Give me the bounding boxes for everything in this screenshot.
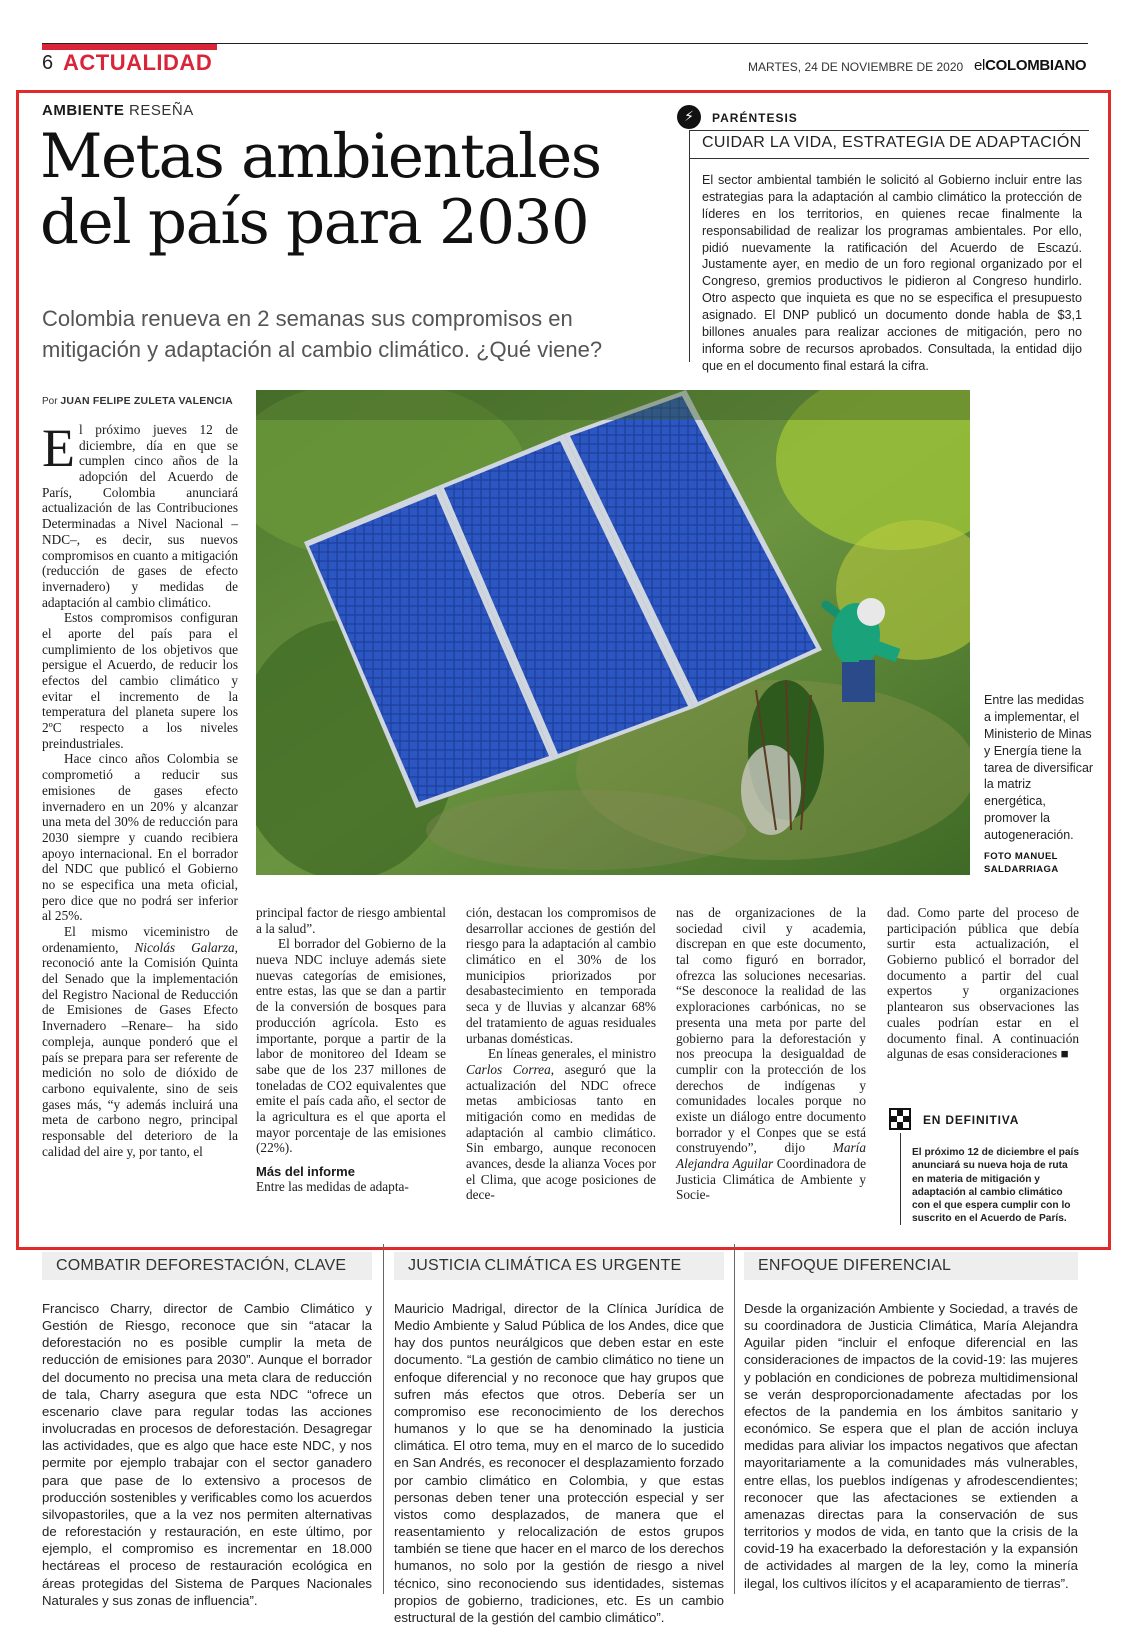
drop-cap: E <box>42 418 75 478</box>
logo-name: COLOMBIANO <box>985 57 1087 74</box>
kicker-sub: RESEÑA <box>129 102 194 119</box>
article-kicker <box>42 102 194 119</box>
parentesis-title: CUIDAR LA VIDA, ESTRATEGIA DE ADAPTACIÓN <box>702 134 1082 151</box>
paragraph <box>42 924 238 1159</box>
sidebar-text-justicia: Mauricio Madrigal, director de la Clínica Jurídica de Medio Ambiente y Salud Pública de los Andes, dice que hay dos puntos neurálgicos que deben estar en este documento. “La gestión de cambio climático no tiene un enfoque diferencial y no reconoce que hay grupos que sufren más efectos que otros. Debería ser un compromiso ese reconocimiento de los derechos humanos y lo que se ha denominado la justicia climática. El otro tema, muy en el marco de lo sucedido en San Andrés, es reconocer el desplazamiento forzado por cambio climático en Colombia, y que estas personas deben tener una protección especial y ser vistos como desplazados, de manera que el reasentamiento y relocalización de estos grupos también se tiene que hacer en el marco de los derechos humanos, no solo por la gestión de riesgo a nivel técnico, sino reconociendo sus identidades, sistemas propios de gobierno, tradiciones, etc. Es un cambio estructural de la gestión del cambio climático”. <box>394 1301 724 1625</box>
body-column-4 <box>676 905 866 1203</box>
parentesis-rule-top <box>689 130 1089 131</box>
parentesis-rule-vertical <box>689 130 690 362</box>
sidebar-text-enfoque: Desde la organización Ambiente y Sociedad, a través de su coordinadora de Justicia Climática, María Alejandra Aguilar piden “incluir el enfoque diferencial en las consideraciones de impactos de la covid-19: las mujeres y población en condiciones de pobreza multidimensional se verán desproporcionadamente afectadas por los efectos de la pandemia en los ámbitos sanitario y económico. Se espera que el plan de acción incluya medidas para aliviar los impactos negativos que afectan mayoritariamente a la comunidades más vulnerables, entre ellas, los pueblos indígenas y afrodescendientes; reconocer que las afectaciones se extienden a amenazas directas para la conservación de sus territorios y modos de vida, en tanto que la crisis de la covid-19 ha exacerbado la deforestación y la expansión de actividades al margen de la ley, como la minería ilegal, los cultivos ilícitos y el acaparamiento de tierras”. <box>744 1301 1078 1591</box>
sidebar-text-deforestacion: Francisco Charry, director de Cambio Climático y Gestión de Riesgo, reconoce que sin “atacar la deforestación no es posible cumplir la meta de reducción de emisiones para 2030”. Aunque el borrador del documento no precisa una meta clara de reducción de tala, Charry asegura que esta NDC “ofrece un escenario clave para regular todas las acciones involucradas en procesos de deforestación. Desagregar las actividades, que es algo que hace este NDC, y nos permite por ejemplo trabajar con el sector ganadero para que pase de lo extensivo a procesos de producción sostenibles y verificables como los acuerdos silvopastoriles, que a la vez nos permiten alternativas de reforestación y restauración, en este último, por ejemplo, el compromiso es incrementar en 18.000 hectáreas el proceso de restauración ecológica en áreas protegidas del Sistema de Parques Nacionales Naturales y sus zonas de influencia”. <box>42 1301 372 1608</box>
byline <box>42 395 233 407</box>
paragraph: Hace cinco años Colombia se comprometió a reducir sus emisiones de gases efecto invernadero en un 20% y alcanzar una meta del 30% de reducción para 2030 siempre y cuando recibiera apoyo internacional. En el borrador del NDC que publicó el Gobierno no se especifica una meta oficial, pero dice que no podrá ser inferior al 25%. <box>42 751 238 924</box>
kicker-main: AMBIENTE <box>42 102 125 119</box>
photo-credit: FOTO MANUEL SALDARRIAGA <box>984 851 1059 876</box>
paragraph-text: El mismo viceministro de ordenamiento, <box>42 924 238 955</box>
checkered-icon <box>889 1108 911 1130</box>
logo-prefix: el <box>974 57 986 74</box>
paragraph <box>676 905 866 1203</box>
parentesis-rule-bottom <box>689 158 1089 159</box>
body-column-1 <box>42 418 238 1159</box>
article-headline: Metas ambientales del país para 2030 <box>40 121 601 258</box>
paragraph <box>466 1046 656 1203</box>
en-definitiva-text: El próximo 12 de diciembre el país anunciará su nueva hoja de ruta en materia de mitigación y adaptación al cambio climático con el que espera cumplir con lo suscrito en el Acuerdo de París. <box>912 1147 1080 1225</box>
column-divider <box>383 1244 384 1594</box>
newspaper-logo <box>974 57 1086 74</box>
page-number: 6 <box>42 52 54 74</box>
solar-panel-photo <box>256 390 970 875</box>
sidebar-title-enfoque: ENFOQUE DIFERENCIAL <box>744 1252 1078 1280</box>
publication-date: MARTES, 24 DE NOVIEMBRE DE 2020 <box>748 60 964 74</box>
solar-panel-illustration <box>256 390 970 875</box>
paragraph-text: nas de organizaciones de la sociedad civil y academia, discrepan en que este documento, tal como figuró en borrador, ofrezca las soluciones necesarias. “Se desconoce la realidad de las exploraciones carbónicas, no se presenta una meta por parte del gobierno para la deforestación y nos preocupa la desigualdad de cumplir con la protección de los derechos de indígenas y comunidades locales porque no existe un diálogo entre documento borrador y el Conpes que se está construyendo”, dijo <box>676 905 866 1156</box>
paragraph: Estos compromisos configuran el aporte del país para el cumplimiento de los objetivos que persigue el Acuerdo, de reducir los efectos del cambio climático y evitar el incremento de la temperatura del planeta supere los 2ºC respecto a los niveles preindustriales. <box>42 610 238 751</box>
byline-author: JUAN FELIPE ZULETA VALENCIA <box>60 395 233 407</box>
paragraph: dad. Como parte del proceso de participación pública que debía surtir esta actualización, el Gobierno publicó el borrador del documento a partir del cual expertos y organizaciones plantearon sus observaciones las cuales podrían estar en el documento final. A continuación algunas de esas consideraciones ■ <box>887 905 1079 1062</box>
en-definitiva-rule <box>900 1133 901 1225</box>
person-name: María Alejandra Aguilar <box>676 1140 866 1171</box>
sidebar-title-deforestacion: COMBATIR DEFORESTACIÓN, CLAVE <box>42 1252 372 1280</box>
paragraph: El borrador del Gobierno de la nueva NDC incluye además siete nuevas categorías de emisiones, entre estas, las que se dan a partir de la conversión de bosques para producción agrícola. Esto es importante, porque a partir de la labor de monitoreo del Ideam se sabe que de los 237 millones de toneladas de CO2 equivalentes que emite el país cada año, el sector de la agricultura es el que aporta el mayor porcentaje de las emisiones (22%). <box>256 936 446 1156</box>
paragraph-text: Coordinadora de Justicia Climática de Ambiente y Socie- <box>676 1156 866 1203</box>
lightning-icon: ⚡ <box>677 105 701 129</box>
paragraph: Entre las medidas de adapta- <box>256 1179 409 1194</box>
parentesis-text: El sector ambiental también le solicitó al Gobierno incluir entre las estrategias para la adaptación al cambio climático la protección de líderes en los territorios, en quienes recae finalmente la responsabilidad de realizar los programas ambientales. Por ello, pidió nuevamente la ratificación del Acuerdo de Escazú. Justamente ayer, en medio de un foro regional organizado por el Congreso, gremios productivos le pidieron al Congreso hundirlo. Otro aspecto que inquieta es que no se especifica el presupuesto asignado. El DNP publicó un documento donde habla de $3,1 billones anuales para realizar acciones de mitigación, pero no informa sobre de recursos aprobados. Consultada, la entidad dijo que en el documento final estará la cifra. <box>702 173 1082 373</box>
paragraph-text: , aseguró que la actualización del NDC ofrece metas ambiciosas tanto en mitigación como en medidas de adaptación al cambio climático. Sin embargo, aunque reconocen avances, desde la alianza Voces por el Clima, que acoge posiciones de dece- <box>466 1061 656 1203</box>
section-title: ACTUALIDAD <box>63 50 213 75</box>
column-divider <box>734 1244 735 1594</box>
body-column-5 <box>887 905 1079 1062</box>
body-column-2 <box>256 905 446 1195</box>
paragraph-text: l próximo jueves 12 de diciembre, día en que se cumplen cinco años de la adopción del Acuerdo de París, Colombia anunciará actualización de las Contribuciones Determinadas a Nivel Nacional –NDC–, es decir, sus nuevos compromisos en cuanto a mitigación (reducción de gases de efecto invernadero) y medidas de adaptación al cambio climático. <box>42 422 238 610</box>
byline-prefix: Por <box>42 396 58 407</box>
paragraph-text: En líneas generales, el ministro <box>488 1046 656 1062</box>
en-definitiva-label: EN DEFINITIVA <box>923 1113 1020 1127</box>
body-column-3 <box>466 905 656 1203</box>
paragraph-text: , reconoció ante la Comisión Quinta del Senado que la implementación del Registro Nacional de Reducción de Emisiones de Gases Efecto Invernadero –Renare– ha sido compleja, aunque ponderó que el país se prepara para ser referente de medición no solo de dióxido de carbono equivalente, sino de seis gases más, “y además incluirá una meta de carbono negro, principal responsable del deterioro de la calidad del aire y, por tanto, el <box>42 939 238 1159</box>
paragraph <box>42 418 238 610</box>
article-deck: Colombia renueva en 2 semanas sus compromisos en mitigación y adaptación al cambio climático. ¿Qué viene? <box>42 306 603 362</box>
sidebar-title-justicia: JUSTICIA CLIMÁTICA ES URGENTE <box>394 1252 724 1280</box>
subheading: Más del informe <box>256 1164 355 1179</box>
person-name: Carlos Correa <box>466 1061 551 1077</box>
paragraph: ción, destacan los compromisos de desarrollar acciones de gestión del riesgo para la adaptación al cambio climático en el 30% de los municipios priorizados por desabastecimiento en temporada seca y de lluvias y alcanzar 68% del tratamiento de aguas residuales urbanas domésticas. <box>466 905 656 1046</box>
paragraph: principal factor de riesgo ambiental a la salud”. <box>256 905 446 936</box>
photo-caption: Entre las medidas a implementar, el Ministerio de Minas y Energía tiene la tarea de diversificar la matriz energética, promover la autogeneración. <box>984 693 1094 842</box>
parentesis-label: PARÉNTESIS <box>712 111 798 125</box>
person-name: Nicolás Galarza <box>134 939 235 955</box>
